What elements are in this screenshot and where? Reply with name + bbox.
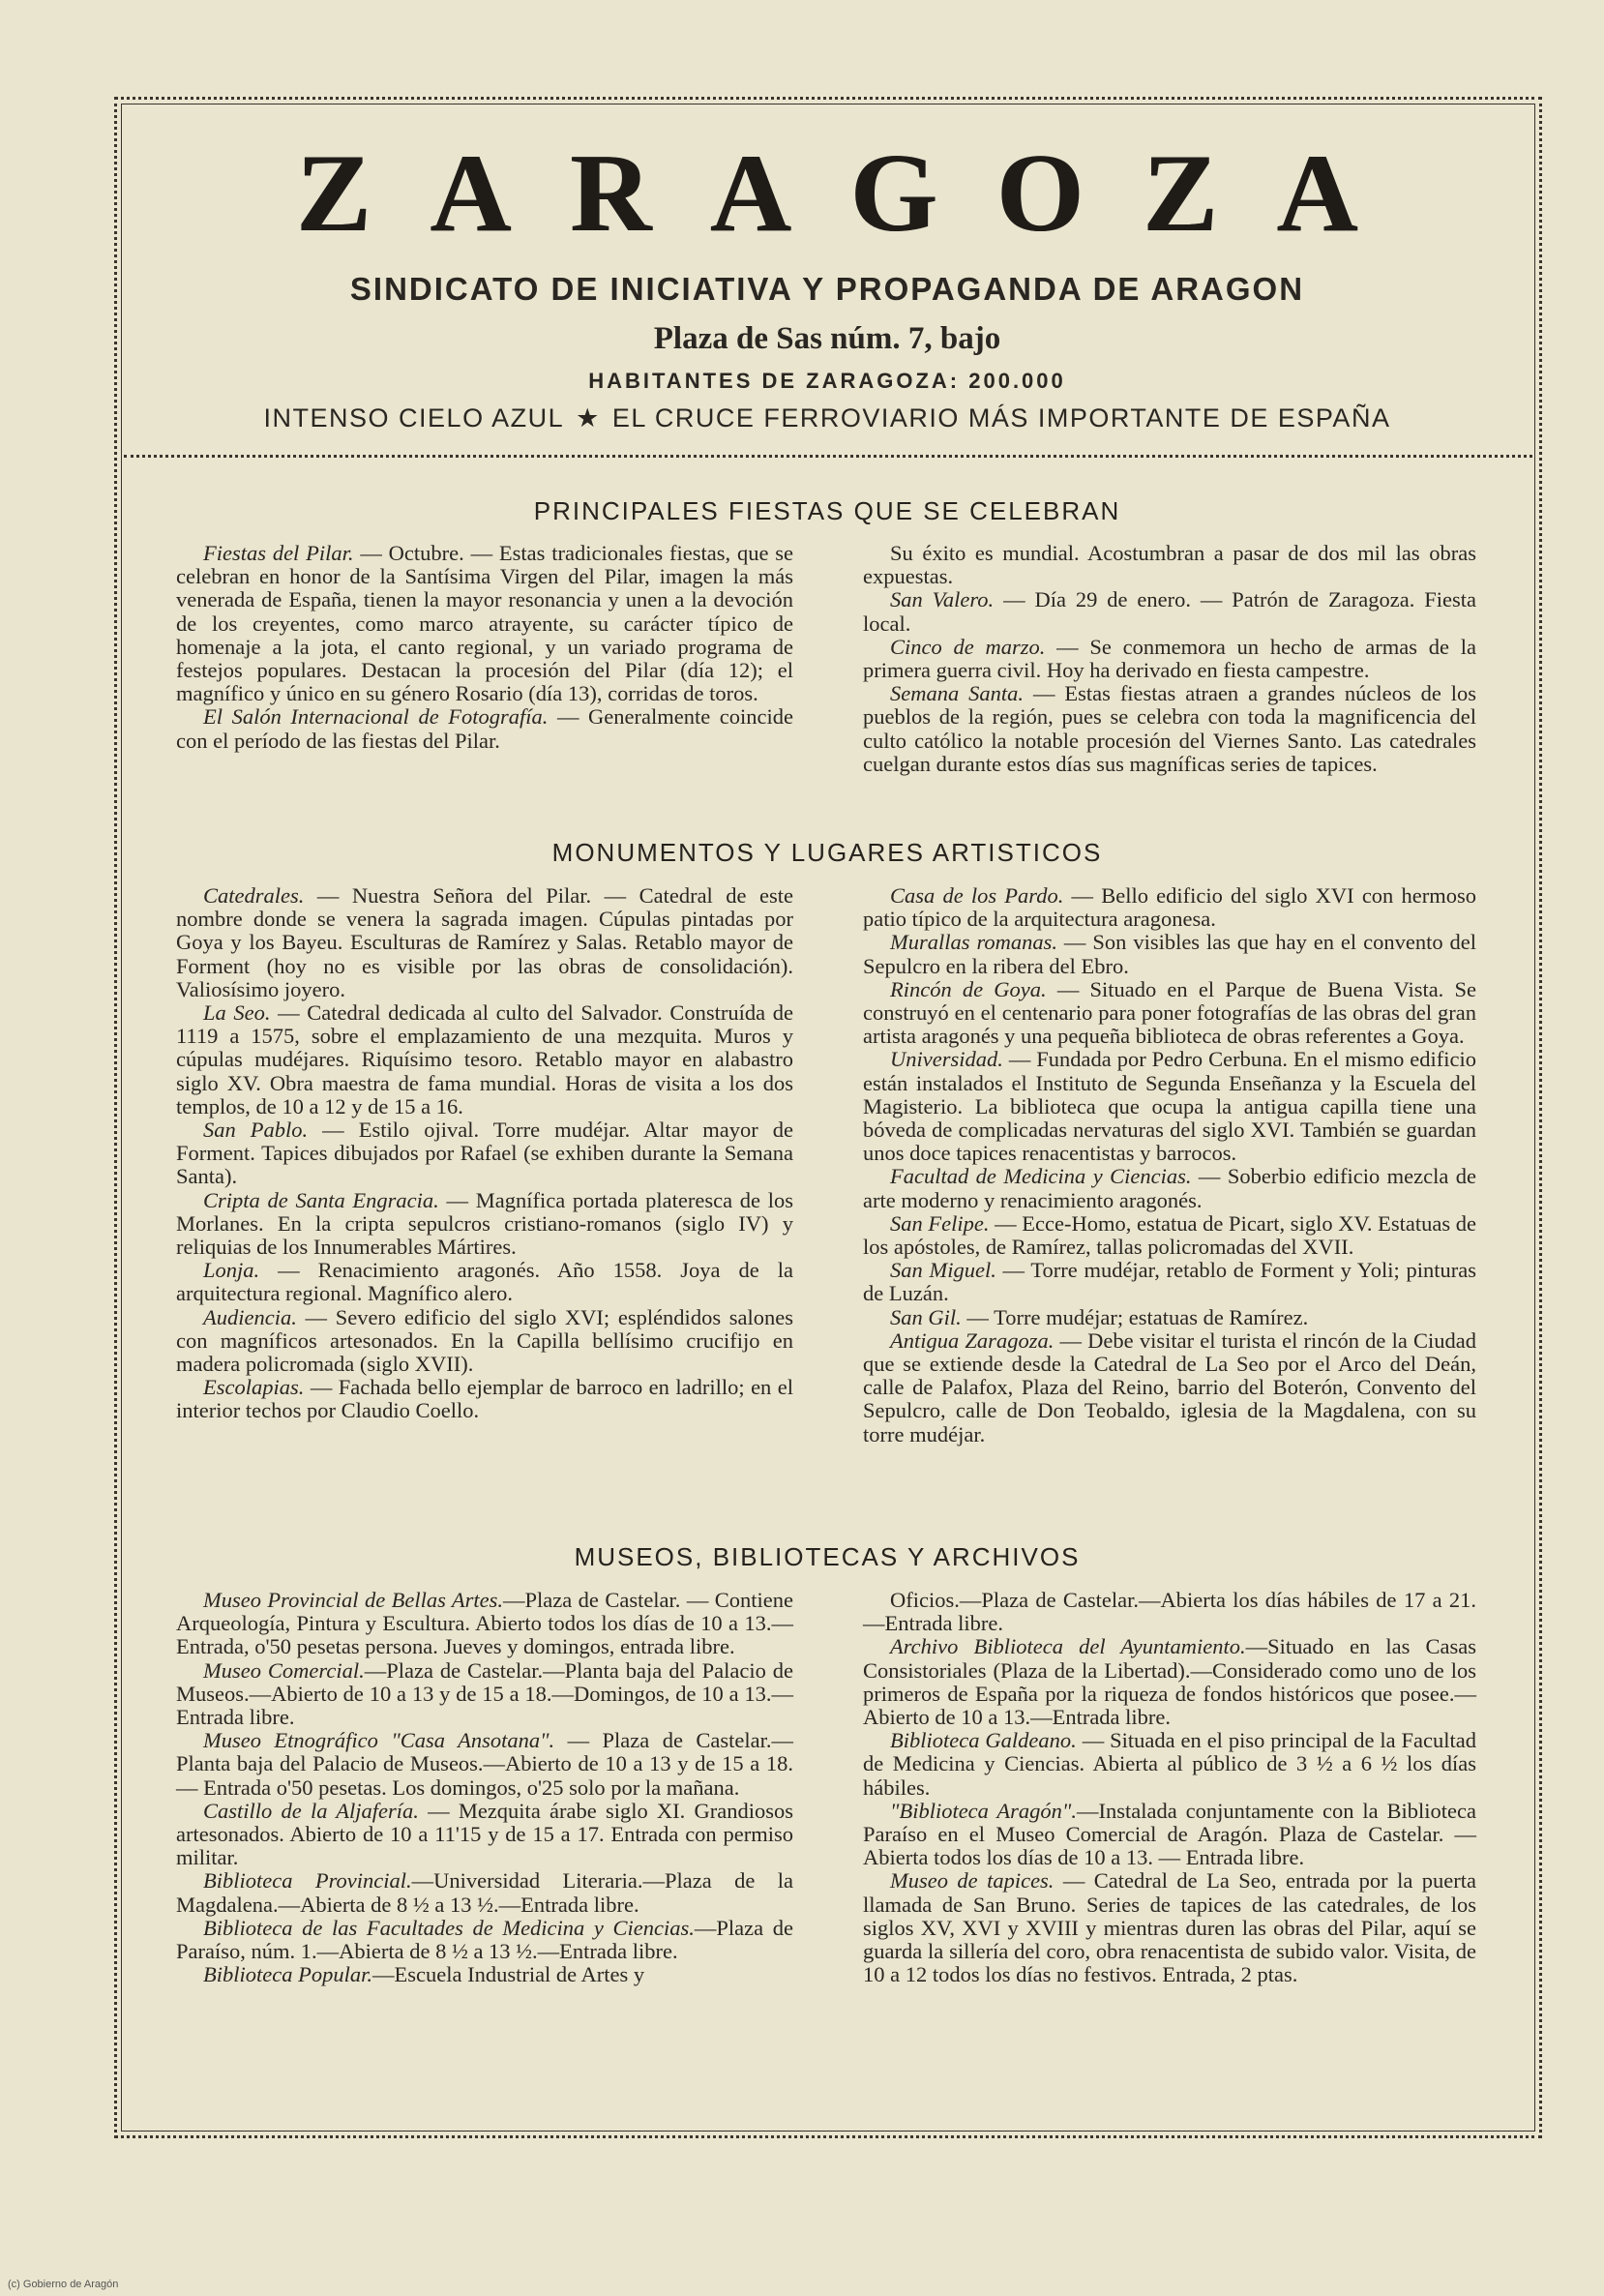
entry-term: El Salón Internacional de Fotografía. [203,704,549,730]
entry [176,1001,793,1118]
entry-text: —Situado en las Casas Consistoriales (Plaza de la Libertad).—Considerado como uno de los primeros de España por la riqueza de fondos históricos que posee.—Abierto de 10 a 13.—Entrada libre. [863,1634,1476,1730]
entry-text: — Severo edificio del siglo XVI; espléndidos salones con magníficos artesonados. En la Capilla bellísimo crucifijo en madera policromada (siglo XVII). [176,1304,793,1377]
entry [863,542,1476,588]
entry-term: Universidad. [890,1047,1003,1072]
entry-text: — Fachada bello ejemplar de barroco en ladrillo; en el interior techos por Claudio Coello. [176,1375,793,1423]
entry [176,1259,793,1305]
entry-text: — Día 29 de enero. — Patrón de Zaragoza. Fiesta local. [863,587,1476,636]
entry-term: Fiestas del Pilar. [203,541,354,565]
entry-term: San Valero. [890,587,995,612]
entry-text: — Catedral de La Seo, entrada por la puerta llamada de San Bruno. Series de tapices de las catedrales, de los siglos XV, XVI y XVIII y mientras duren las obras del Pilar, aquí se guarda la sillería del coro, obra renacentista de subido valor. Visita, de 10 a 12 todos los días no festivos. Entrada, 2 ptas. [863,1868,1476,1987]
entry-text: Oficios.—Plaza de Castelar.—Abierta los días hábiles de 17 a 21.—Entrada libre. [863,1588,1476,1636]
museos-left-column [176,1589,793,1986]
entry [176,1189,793,1260]
population: HABITANTES DE ZARAGOZA: 200.000 [588,369,1066,393]
entry-text: — Estas fiestas atraen a grandes núcleos de los pueblos de la región, pues se celebra con toda la magnificencia del culto católico la notable procesión del Viernes Santo. Las catedrales cuelgan durante estos días sus magníficas series de tapices. [863,681,1476,776]
entry [176,542,793,705]
entry-text: — Catedral dedicada al culto del Salvador. Construída de 1119 a 1575, sobre el emplazamiento de una mezquita. Muros y cúpulas mudéjares. Riquísimo tesoro. Retablo mayor en alabastro siglo XV. Obra maestra de fama mundial. Horas de visita a los dos templos, de 10 a 12 y de 15 a 16. [176,1000,793,1118]
entry-term: La Seo. [203,1000,271,1026]
tagline-left: INTENSO CIELO AZUL [263,403,565,432]
entry [863,884,1476,931]
entry [176,1800,793,1870]
entry [176,705,793,752]
address: Plaza de Sas núm. 7, bajo [653,321,1001,356]
entry-text: — Situado en el Parque de Buena Vista. Se construyó en el centenario para poner fotografías de las obras del gran artista aragonés y una pequeña biblioteca de obras referentes a Goya. [863,976,1476,1049]
entry-term: Antigua Zaragoza. [890,1327,1054,1353]
entry-term: Castillo de la Aljafería. [203,1798,419,1823]
entry-term: Rincón de Goya. [890,976,1047,1001]
entry-term: Catedrales. [203,883,305,908]
page-title: ZARAGOZA [295,132,1417,255]
entry-term: Murallas romanas. [890,930,1057,955]
entry [863,1800,1476,1870]
entry [863,636,1476,682]
entry [863,978,1476,1049]
entry [176,884,793,1001]
entry-term: Facultad de Medicina y Ciencias. [890,1164,1192,1189]
header-divider [124,455,1532,458]
museos-right-column [863,1589,1476,1986]
entry-term: Lonja. [203,1258,260,1283]
entry [176,1306,793,1377]
entry-text: — Octubre. — Estas tradicionales fiestas, que se celebran en honor de la Santísima Virgen del Pilar, imagen la más venerada de España, tienen la mayor resonancia y unen a la devoción de los creyentes, como marco atrayente, su carácter típico de homenaje a la jota, el canto regional, y un variado programa de festejos populares. Destacan la procesión del Pilar (día 12); el magnífico y único en su género Rosario (día 13), corridas de toros. [176,541,794,706]
entry-text: Su éxito es mundial. Acostumbran a pasar de dos mil las obras expuestas. [863,541,1476,589]
entry-text: — Son visibles las que hay en el convento del Sepulcro en la ribera del Ebro. [863,930,1477,978]
entry-term: "Biblioteca Aragón". [890,1798,1077,1823]
entry-term: Museo Etnográfico "Casa Ansotana". [203,1728,555,1753]
entry [176,1118,793,1189]
entry-text: — Torre mudéjar, retablo de Forment y Yoli; pinturas de Luzán. [863,1258,1476,1306]
entry-text: — Generalmente coincide con el período de las fiestas del Pilar. [176,704,794,753]
monumentos-left-column [176,884,793,1423]
entry-text: — Renacimiento aragonés. Año 1558. Joya de la arquitectura regional. Magnífico alero. [176,1258,793,1306]
entry-term: Museo Comercial. [203,1657,365,1683]
entry-text: —Plaza de Castelar.—Planta baja del Palacio de Museos.—Abierto de 10 a 13 y de 15 a 18.—Domingos, de 10 a 13.—Entrada libre. [176,1657,794,1730]
entry [863,682,1476,776]
tagline [135,403,1519,433]
entry-term: Casa de los Pardo. [890,883,1064,908]
entry-term: Cripta de Santa Engracia. [203,1187,439,1212]
entry-term: San Felipe. [890,1210,990,1236]
entry-term: Museo Provincial de Bellas Artes. [203,1588,504,1612]
entry-text: — Bello edificio del siglo XVI con hermoso patio típico de la arquitectura aragonesa. [863,883,1476,932]
entry [863,588,1476,635]
section-title-monumentos: MONUMENTOS Y LUGARES ARTISTICOS [551,838,1103,867]
entry [863,1165,1476,1211]
entry [176,1589,793,1659]
entry-text: — Torre mudéjar; estatuas de Ramírez. [961,1304,1309,1329]
entry-term: Biblioteca Provincial. [203,1868,412,1893]
fiestas-left-column [176,542,793,753]
entry [863,1329,1476,1446]
section-title-museos: MUSEOS, BIBLIOTECAS Y ARCHIVOS [574,1542,1081,1571]
entry-text: — Debe visitar el turista el rincón de la Ciudad que se extiende desde la Catedral de La Seo por el Arco del Deán, calle de Palafox, Plaza del Reino, barrio del Boterón, Convento del Sepulcro, calle de Don Teobaldo, iglesia de la Magdalena, con su torre mudéjar. [863,1327,1476,1446]
entry [863,931,1476,977]
entry-term: Biblioteca de las Facultades de Medicina y Ciencias. [203,1915,695,1940]
entry [176,1376,793,1422]
entry [863,1212,1476,1259]
entry [176,1917,793,1963]
entry [863,1635,1476,1729]
entry-text: — Ecce-Homo, estatua de Picart, siglo XV. Estatuas de los apóstoles, de Ramírez, tallas policromadas del XVII. [863,1210,1476,1260]
entry-term: Museo de tapices. [890,1868,1054,1893]
section-title-fiestas: PRINCIPALES FIESTAS QUE SE CELEBRAN [533,496,1121,525]
entry-text: —Escuela Industrial de Artes y [371,1962,645,1987]
entry [176,1659,793,1730]
entry-term: Audiencia. [203,1304,297,1329]
entry-term: San Gil. [890,1304,962,1329]
tagline-right: EL CRUCE FERROVIARIO MÁS IMPORTANTE DE ESPAÑA [611,403,1391,432]
entry-term: Cinco de marzo. [890,634,1046,659]
entry [863,1869,1476,1986]
entry-text: — Plaza de Castelar.—Planta baja del Palacio de Museos.—Abierto de 10 a 13 y de 15 a 18.— Entrada o'50 pesetas. Los domingos, o'25 solo por la mañana. [176,1728,793,1800]
entry [863,1729,1476,1800]
entry-text: — Fundada por Pedro Cerbuna. En el mismo edificio están instalados el Instituto de Segunda Enseñanza y la Escuela del Magisterio. La biblioteca que ocupa la antigua capilla tiene una bóveda de complicadas nervaturas del siglo XVI. También se guardan unos doce tapices renacentistas y barrocos. [863,1047,1476,1166]
entry-term: Biblioteca Galdeano. [890,1728,1077,1753]
entry-text: — Situada en el piso principal de la Facultad de Medicina y Ciencias. Abierta al público de 3 ½ a 6 ½ los días hábiles. [863,1728,1476,1800]
entry [863,1048,1476,1165]
entry-text: — Nuestra Señora del Pilar. — Catedral de este nombre donde se venera la sagrada imagen. Cúpulas pintadas por Goya y los Bayeu. Esculturas de Ramírez y Salas. Retablo mayor de Forment (hoy no es visible por las obras de consolidación). Valiosísimo joyero. [176,883,793,1001]
fiestas-right-column [863,542,1476,776]
entry-text: — Soberbio edificio mezcla de arte moderno y renacimiento aragonés. [863,1164,1476,1212]
entry-term: Archivo Biblioteca del Ayuntamiento. [890,1634,1246,1659]
entry-text: —Universidad Literaria.—Plaza de la Magdalena.—Abierta de 8 ½ a 13 ½.—Entrada libre. [176,1868,793,1917]
entry [863,1259,1476,1305]
entry-term: Biblioteca Popular. [203,1962,372,1987]
entry-term: Semana Santa. [890,681,1025,706]
entry [176,1963,793,1986]
entry-term: San Miguel. [890,1258,996,1283]
entry-text: —Instalada conjuntamente con la Biblioteca Paraíso en el Museo Comercial de Aragón. Plaza de Castelar. — Abierta todos los días de 10 a 13. — Entrada libre. [863,1798,1476,1870]
entry-text: — Se conmemora un hecho de armas de la primera guerra civil. Hoy ha derivado en fiesta campestre. [863,634,1476,683]
entry [176,1729,793,1800]
entry-text: —Plaza de Castelar. — Contiene Arqueología, Pintura y Escultura. Abierto todos los días de 10 a 13.—Entrada, o'50 pesetas persona. Jueves y domingos, entrada libre. [176,1588,793,1659]
entry [863,1589,1476,1635]
entry [863,1306,1476,1329]
monumentos-right-column [863,884,1476,1446]
entry-term: Escolapias. [203,1375,305,1400]
entry-term: San Pablo. [203,1118,309,1143]
entry-text: — Estilo ojival. Torre mudéjar. Altar mayor de Forment. Tapices dibujados por Rafael (se exhiben durante la Semana Santa). [176,1118,794,1189]
entry [176,1869,793,1916]
entry-text: —Plaza de Paraíso, núm. 1.—Abierta de 8 ½ a 13 ½.—Entrada libre. [176,1915,793,1964]
header [135,126,1519,433]
copyright: (c) Gobierno de Aragón [8,2279,119,2290]
organization-name: SINDICATO DE INICIATIVA Y PROPAGANDA DE ARAGON [349,271,1305,307]
entry-text: — Magnífica portada plateresca de los Morlanes. En la cripta sepulcros cristiano-romanos (siglo IV) y reliquias de los Innumerables Mártires. [176,1187,793,1260]
entry-text: — Mezquita árabe siglo XI. Grandiosos artesonados. Abierto de 10 a 11'15 y de 15 a 17. Entrada con permiso militar. [176,1798,794,1870]
star-icon: ★ [576,403,601,432]
